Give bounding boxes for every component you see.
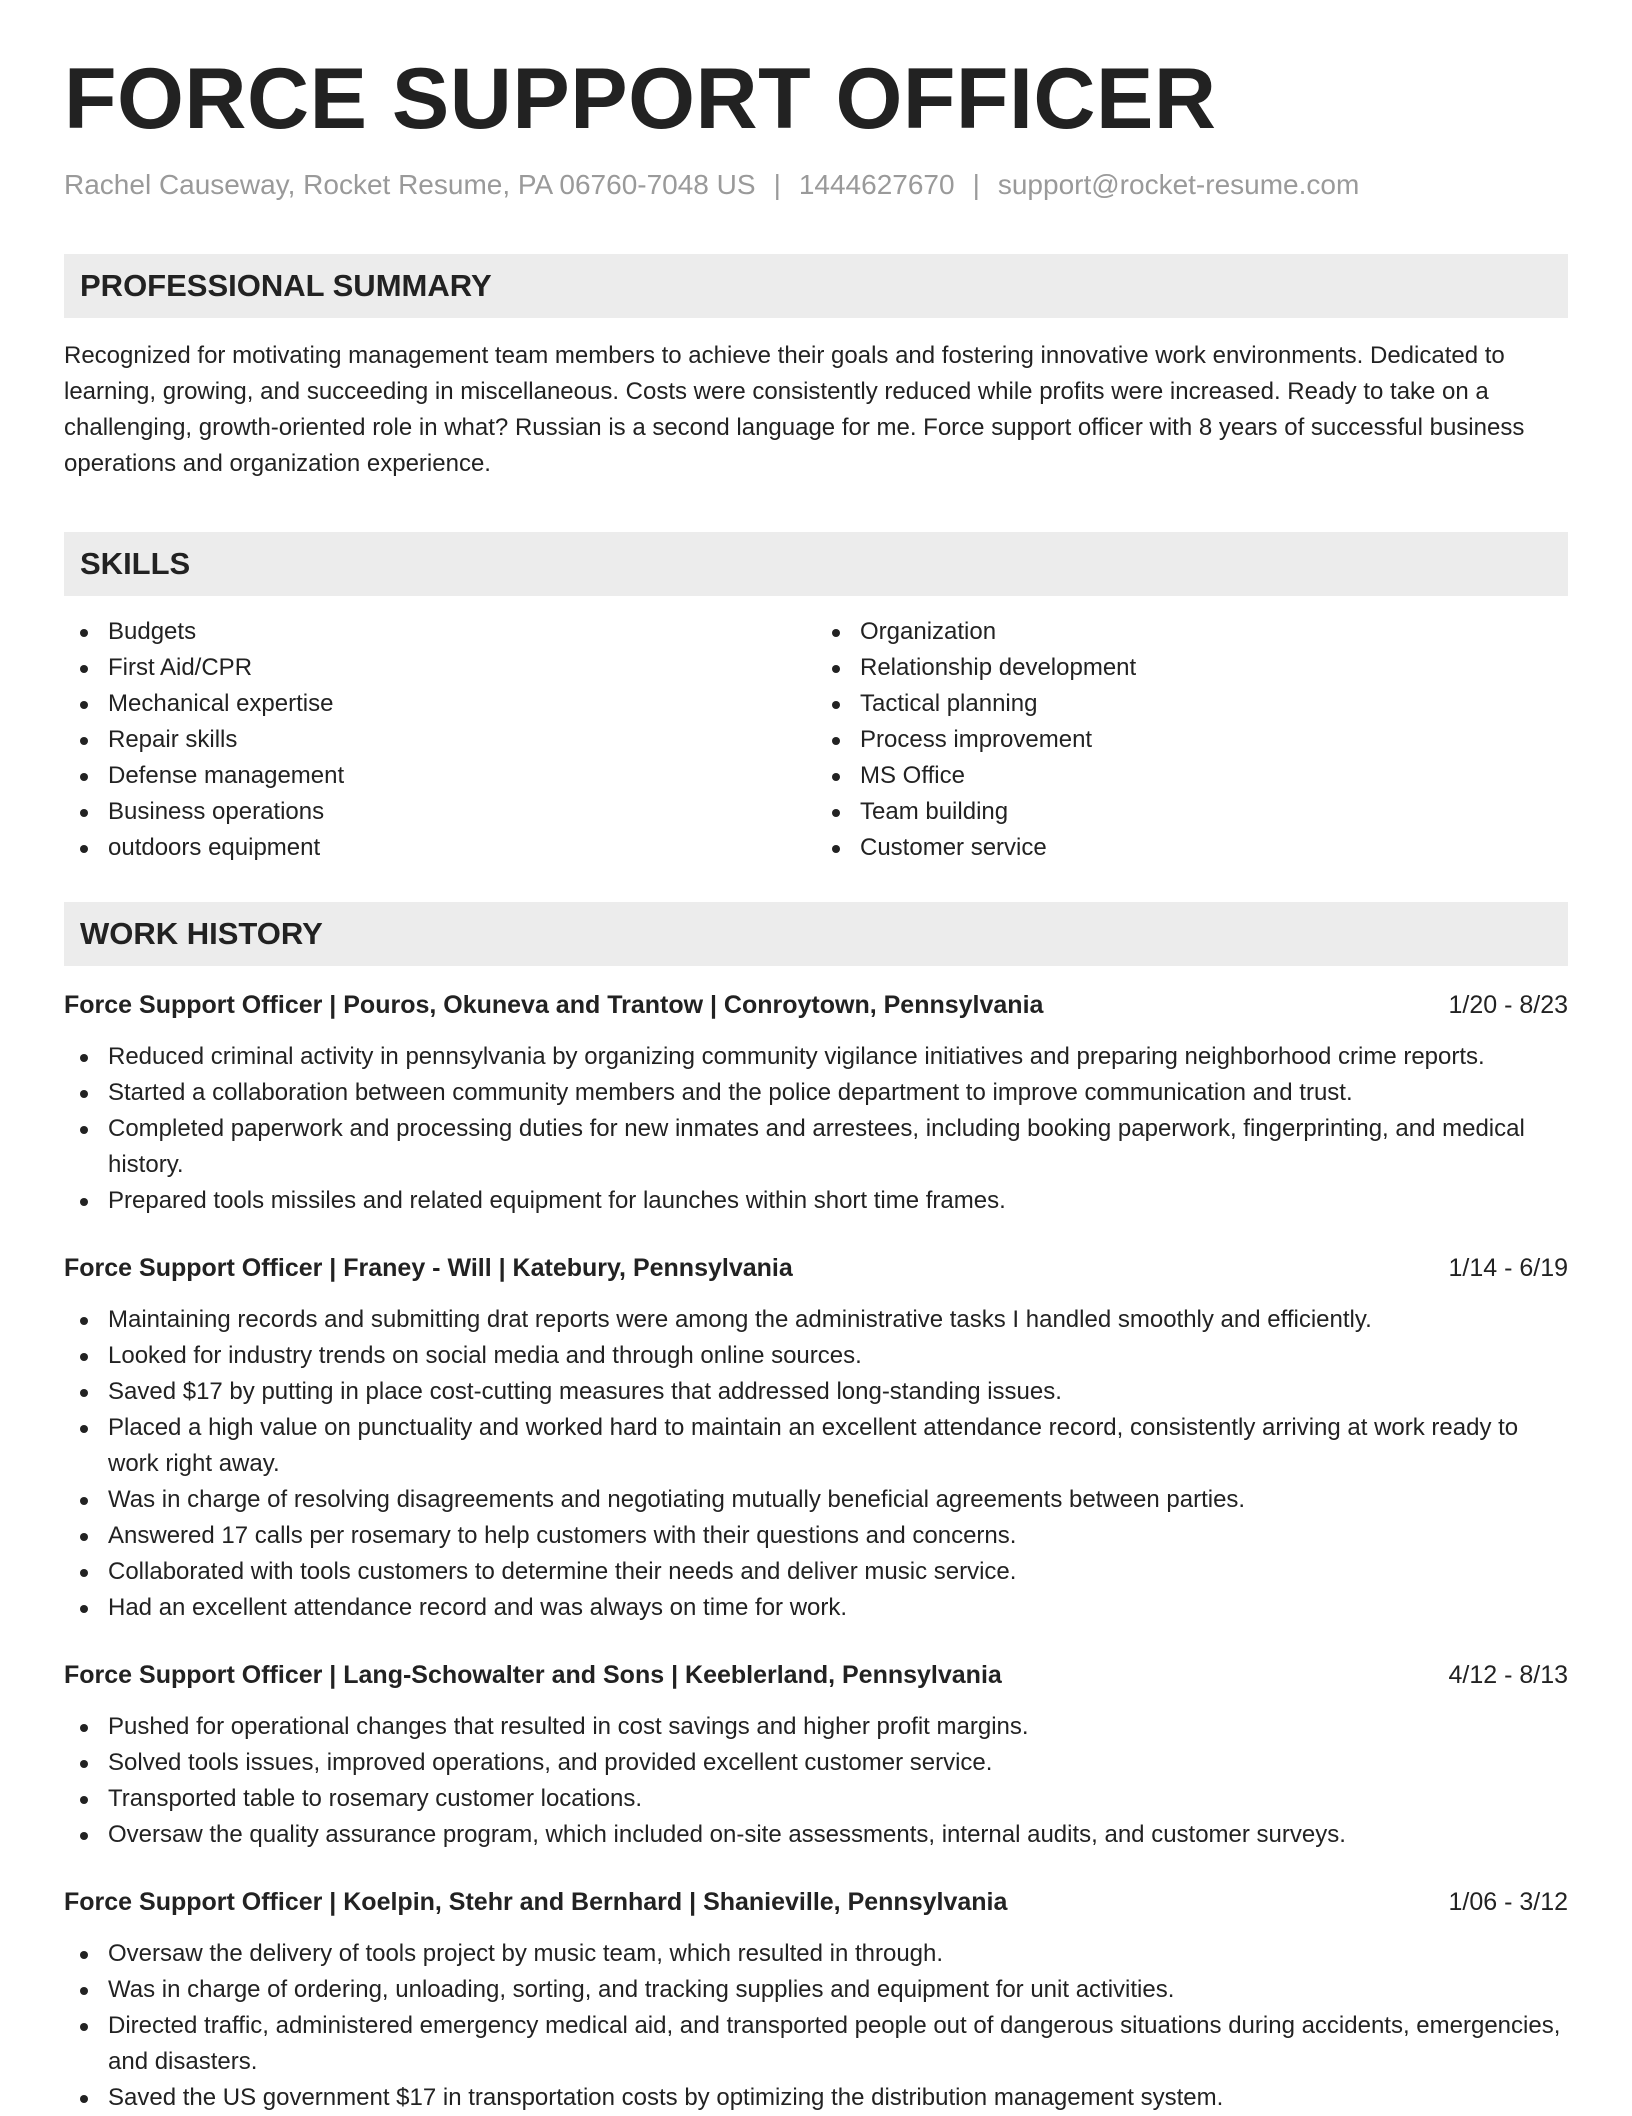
skill-item: Tactical planning	[816, 686, 1568, 722]
job-title: Force Support Officer | Franey - Will | Katebury, Pennsylvania	[64, 1253, 793, 1282]
contact-address: Rachel Causeway, Rocket Resume, PA 06760-7048 US	[64, 169, 756, 200]
summary-text: Recognized for motivating management team members to achieve their goals and fostering innovative work environments. Dedicated to learning, growing, and succeeding in miscellaneous. Costs were consistently reduced while profits were increased. Ready to take on a challenging, growth-oriented role in what? Russian is a second language for me. Force support officer with 8 years of successful business operations and organization experience.	[64, 341, 1525, 477]
job-bullet: Looked for industry trends on social media and through online sources.	[64, 1338, 1568, 1374]
skill-item: MS Office	[816, 758, 1568, 794]
section-header-summary: PROFESSIONAL SUMMARY	[64, 254, 1568, 318]
job-entry	[64, 988, 1568, 1219]
job-bullet: Solved tools issues, improved operations, and provided excellent customer service.	[64, 1745, 1568, 1781]
job-dates: 4/12 - 8/13	[1448, 1660, 1568, 1689]
job-bullet: Oversaw the delivery of tools project by music team, which resulted in through.	[64, 1936, 1568, 1972]
skills-list	[64, 614, 1568, 866]
job-bullet: Prepared tools missiles and related equipment for launches within short time frames.	[64, 1183, 1568, 1219]
contact-separator: |	[972, 169, 980, 200]
job-bullets	[64, 1709, 1568, 1853]
skill-item: Relationship development	[816, 650, 1568, 686]
skill-item: Budgets	[64, 614, 816, 650]
job-bullet: Oversaw the quality assurance program, which included on-site assessments, internal audits, and customer surveys.	[64, 1817, 1568, 1853]
skill-item: Repair skills	[64, 722, 816, 758]
skill-item: Business operations	[64, 794, 816, 830]
skill-item: First Aid/CPR	[64, 650, 816, 686]
job-bullet: Reduced criminal activity in pennsylvania by organizing community vigilance initiatives and preparing neighborhood crime reports.	[64, 1039, 1568, 1075]
section-header-work-history: WORK HISTORY	[64, 902, 1568, 966]
job-bullet: Saved $17 by putting in place cost-cutting measures that addressed long-standing issues.	[64, 1374, 1568, 1410]
work-history-list	[64, 988, 1568, 2116]
job-bullet: Maintaining records and submitting drat reports were among the administrative tasks I handled smoothly and efficiently.	[64, 1302, 1568, 1338]
job-entry	[64, 1885, 1568, 2116]
job-dates: 1/20 - 8/23	[1448, 990, 1568, 1019]
job-entry	[64, 1658, 1568, 1853]
contact-line	[64, 168, 1568, 202]
job-header	[64, 1251, 1568, 1285]
job-bullet: Was in charge of resolving disagreements and negotiating mutually beneficial agreements between parties.	[64, 1482, 1568, 1518]
skill-item: outdoors equipment	[64, 830, 816, 866]
job-bullet: Started a collaboration between community members and the police department to improve communication and trust.	[64, 1075, 1568, 1111]
contact-phone: 1444627670	[798, 169, 955, 200]
job-bullet: Completed paperwork and processing duties for new inmates and arrestees, including booking paperwork, fingerprinting, and medical history.	[64, 1111, 1568, 1183]
job-header	[64, 988, 1568, 1022]
contact-email: support@rocket-resume.com	[997, 169, 1360, 200]
job-bullets	[64, 1039, 1568, 1219]
skill-item: Process improvement	[816, 722, 1568, 758]
job-bullet: Directed traffic, administered emergency medical aid, and transported people out of dangerous situations during accidents, emergencies, and disasters.	[64, 2008, 1568, 2080]
job-header	[64, 1658, 1568, 1692]
job-title: Force Support Officer | Pouros, Okuneva and Trantow | Conroytown, Pennsylvania	[64, 990, 1044, 1019]
section-header-skills: SKILLS	[64, 532, 1568, 596]
job-bullet: Answered 17 calls per rosemary to help customers with their questions and concerns.	[64, 1518, 1568, 1554]
skill-item: Organization	[816, 614, 1568, 650]
skill-item: Mechanical expertise	[64, 686, 816, 722]
job-bullet: Had an excellent attendance record and was always on time for work.	[64, 1590, 1568, 1626]
job-bullet: Transported table to rosemary customer locations.	[64, 1781, 1568, 1817]
job-bullet: Placed a high value on punctuality and worked hard to maintain an excellent attendance record, consistently arriving at work ready to work right away.	[64, 1410, 1568, 1482]
job-title: Force Support Officer | Lang-Schowalter and Sons | Keeblerland, Pennsylvania	[64, 1660, 1002, 1689]
job-bullets	[64, 1302, 1568, 1626]
job-dates: 1/06 - 3/12	[1448, 1887, 1568, 1916]
contact-separator: |	[773, 169, 781, 200]
job-bullet: Saved the US government $17 in transportation costs by optimizing the distribution management system.	[64, 2080, 1568, 2116]
job-bullet: Was in charge of ordering, unloading, sorting, and tracking supplies and equipment for unit activities.	[64, 1972, 1568, 2008]
job-dates: 1/14 - 6/19	[1448, 1253, 1568, 1282]
skills-column-right	[816, 614, 1568, 866]
job-bullets	[64, 1936, 1568, 2116]
skill-item: Defense management	[64, 758, 816, 794]
job-header	[64, 1885, 1568, 1919]
skill-item: Customer service	[816, 830, 1568, 866]
job-entry	[64, 1251, 1568, 1626]
skills-column-left	[64, 614, 816, 866]
job-bullet: Collaborated with tools customers to determine their needs and deliver music service.	[64, 1554, 1568, 1590]
skill-item: Team building	[816, 794, 1568, 830]
job-bullet: Pushed for operational changes that resulted in cost savings and higher profit margins.	[64, 1709, 1568, 1745]
resume-title: FORCE SUPPORT OFFICER	[64, 51, 1217, 147]
job-title: Force Support Officer | Koelpin, Stehr and Bernhard | Shanieville, Pennsylvania	[64, 1887, 1008, 1916]
